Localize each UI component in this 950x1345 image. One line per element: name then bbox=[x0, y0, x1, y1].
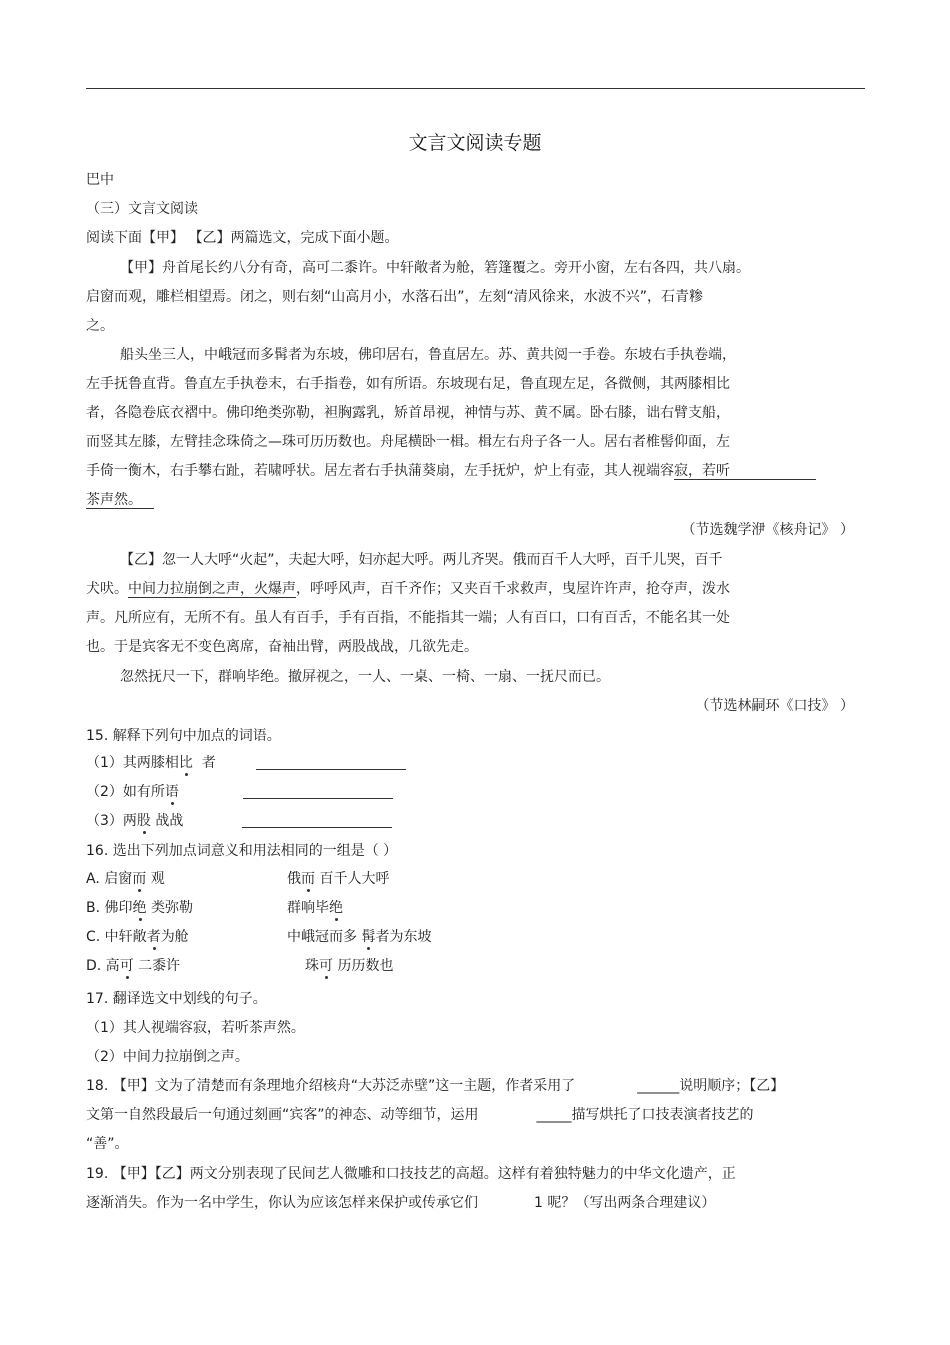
dotted-word: 语 bbox=[164, 784, 179, 800]
jia-source: （节选魏学洢《核舟记》 ） bbox=[681, 522, 854, 538]
yi-line: 忽然抚尺一下，群响毕绝。撤屏视之，一人、一桌、一椅、一扇、一抚尺而已。 bbox=[120, 669, 610, 685]
jia-line: 启窗而观，雕栏相望焉。闭之，则右刻“山高月小，水落石出”，左刻“清风徐来，水波不兴”，石青糁 bbox=[86, 289, 704, 305]
q15-item-1 bbox=[86, 753, 406, 773]
jia-text: 手倚一衡木，右手攀右趾，若啸呼状。居左者右手执蒲葵扇，左手抚炉，炉上有壶，其人视端容 bbox=[86, 463, 674, 479]
q18-text: 18. 【甲】文为了清楚而有条理地介绍核舟“大苏泛赤壁”这一主题，作者采用了 bbox=[86, 1078, 576, 1094]
option-text: 中峨冠而多 bbox=[287, 929, 357, 945]
q15-stem: 15. 解释下列句中加点的词语。 bbox=[86, 728, 281, 744]
q18-line: “善”。 bbox=[86, 1136, 129, 1152]
q15-item-2 bbox=[86, 782, 393, 802]
q16-option-a bbox=[86, 869, 165, 889]
yi-text: ，呼呼风声，百千齐作；又夹百千求救声，曳屋许许声，抢夺声，泼水 bbox=[296, 581, 730, 597]
answer-blank[interactable] bbox=[256, 755, 406, 770]
q16-option-a-pair bbox=[287, 869, 389, 889]
q15-item-3 bbox=[86, 811, 392, 831]
option-text: 群响毕 bbox=[287, 900, 329, 916]
option-text: D. 高 bbox=[86, 958, 120, 974]
option-text: 二黍许 bbox=[138, 958, 181, 974]
jia-line: 者，各隐卷底衣褶中。佛印绝类弥勒，袒胸露乳，矫首昂视，神情与苏、黄不属。卧右膝，诎右臂支船， bbox=[86, 405, 730, 421]
q15-text: （3）两 bbox=[86, 813, 137, 829]
answer-blank[interactable] bbox=[242, 813, 392, 828]
q17-item-2: （2）中间力拉崩倒之声。 bbox=[86, 1049, 249, 1065]
q15-text: 者 bbox=[201, 755, 216, 771]
dotted-word: 者 bbox=[146, 929, 161, 945]
option-text: A. 启窗 bbox=[86, 871, 133, 887]
q16-option-c-pair bbox=[287, 927, 431, 947]
page-title: 文言文阅读专题 bbox=[408, 132, 542, 154]
option-text: 类弥勒 bbox=[150, 900, 193, 916]
jia-line: 之。 bbox=[86, 318, 114, 334]
dotted-word: 可 bbox=[319, 958, 333, 974]
yi-source: （节选林嗣环《口技》 ） bbox=[695, 698, 854, 714]
underlined-sentence-end: 茶声然。 bbox=[86, 492, 154, 509]
q16-option-c bbox=[86, 927, 189, 947]
option-text: 观 bbox=[150, 871, 165, 887]
dotted-word: 可 bbox=[119, 958, 134, 974]
jia-line bbox=[86, 461, 816, 481]
q18-blank-text: _____描写烘托了口技表演者技艺的 bbox=[536, 1107, 754, 1123]
q15-text: 战战 bbox=[155, 813, 184, 829]
dotted-word: 髯 bbox=[361, 929, 376, 945]
jia-line: 船头坐三人，中峨冠而多髯者为东坡，佛印居右，鲁直居左。苏、黄共阅一手卷。东坡右手执卷端， bbox=[120, 347, 736, 363]
jia-line: 而竖其左膝，左臂挂念珠倚之—珠可历历数也。舟尾横卧一楫。楫左右舟子各一人。居右者椎髻仰面，左 bbox=[86, 434, 730, 450]
instruction: 阅读下面【甲】 【乙】两篇选文，完成下面小题。 bbox=[86, 230, 399, 246]
q19-text: 逐渐消失。作为一名中学生，你认为应该怎样来保护或传承它们 bbox=[86, 1195, 478, 1211]
underlined-sentence: 中间力拉崩倒之声，火爆声 bbox=[128, 581, 296, 597]
q16-option-d-pair bbox=[305, 956, 393, 976]
q19-line: 19. 【甲】【乙】两文分别表现了民间艺人微雕和口技技艺的高超。这样有着独特魅力的中华文化遗产，正 bbox=[86, 1166, 736, 1182]
jia-line: 左手抚鲁直背。鲁直左手执卷末，右手指卷，如有所语。东坡现右足，鲁直现左足，各微侧，其两膝相比 bbox=[86, 376, 730, 392]
answer-blank[interactable] bbox=[243, 784, 393, 799]
option-text: B. 佛印 bbox=[86, 900, 133, 916]
q19-line bbox=[86, 1193, 715, 1213]
section-heading: （三）文言文阅读 bbox=[86, 201, 198, 217]
dotted-word: 绝 bbox=[329, 900, 343, 916]
q15-text: （1）其两膝相 bbox=[86, 755, 179, 771]
q18-line bbox=[86, 1105, 754, 1125]
q18-text: 文第一自然段最后一句通过刻画“宾客”的神态、动等细节，运用 bbox=[86, 1107, 479, 1123]
dotted-word: 比 bbox=[178, 755, 193, 771]
yi-line bbox=[86, 579, 730, 599]
option-text: 俄 bbox=[287, 871, 301, 887]
q17-stem: 17. 翻译选文中划线的句子。 bbox=[86, 991, 267, 1007]
yi-line: 也。于是宾客无不变色离席，奋袖出臂，两股战战，几欲先走。 bbox=[86, 639, 478, 655]
q18-blank-text: ______说明顺序；【乙】 bbox=[637, 1078, 785, 1094]
option-text: 历历数也 bbox=[337, 958, 394, 974]
header-rule bbox=[86, 88, 865, 89]
option-text: 者为东坡 bbox=[375, 929, 432, 945]
q15-text: （2）如有所 bbox=[86, 784, 165, 800]
yi-line: 声。凡所应有，无所不有。虽人有百手，手有百指，不能指其一端；人有百口，口有百舌，不能名其一处 bbox=[86, 610, 730, 626]
option-text: 为舱 bbox=[160, 929, 189, 945]
option-text: 百千人大呼 bbox=[319, 871, 390, 887]
q16-option-b-pair bbox=[287, 898, 343, 918]
q16-option-b bbox=[86, 898, 193, 918]
q19-text: 1 呢？（写出两条合理建议） bbox=[534, 1195, 716, 1211]
q16-option-d bbox=[86, 956, 180, 976]
dotted-word: 而 bbox=[132, 871, 147, 887]
q18-line bbox=[86, 1076, 784, 1096]
q17-item-1: （1）其人视端容寂，若听茶声然。 bbox=[86, 1020, 305, 1036]
dotted-word: 而 bbox=[301, 871, 315, 887]
jia-line bbox=[86, 490, 154, 510]
jia-line: 【甲】舟首尾长约八分有奇，高可二黍许。中轩敞者为舱，箬篷覆之。旁开小窗，左右各四，共八扇。 bbox=[120, 260, 750, 276]
dotted-word: 绝 bbox=[132, 900, 147, 916]
underlined-sentence: 寂，若听 bbox=[674, 463, 816, 480]
yi-text: 犬吠。 bbox=[86, 581, 128, 597]
yi-line: 【乙】忽一人大呼“火起”，夫起大呼，妇亦起大呼。两儿齐哭。俄而百千人大呼，百千儿哭，百千 bbox=[120, 552, 723, 568]
option-text: 珠 bbox=[305, 958, 319, 974]
option-text: C. 中轩敞 bbox=[86, 929, 147, 945]
q16-stem: 16. 选出下列加点词意义和用法相同的一组是（ ） bbox=[86, 843, 398, 859]
region-label: 巴中 bbox=[86, 172, 114, 188]
dotted-word: 股 bbox=[136, 813, 151, 829]
